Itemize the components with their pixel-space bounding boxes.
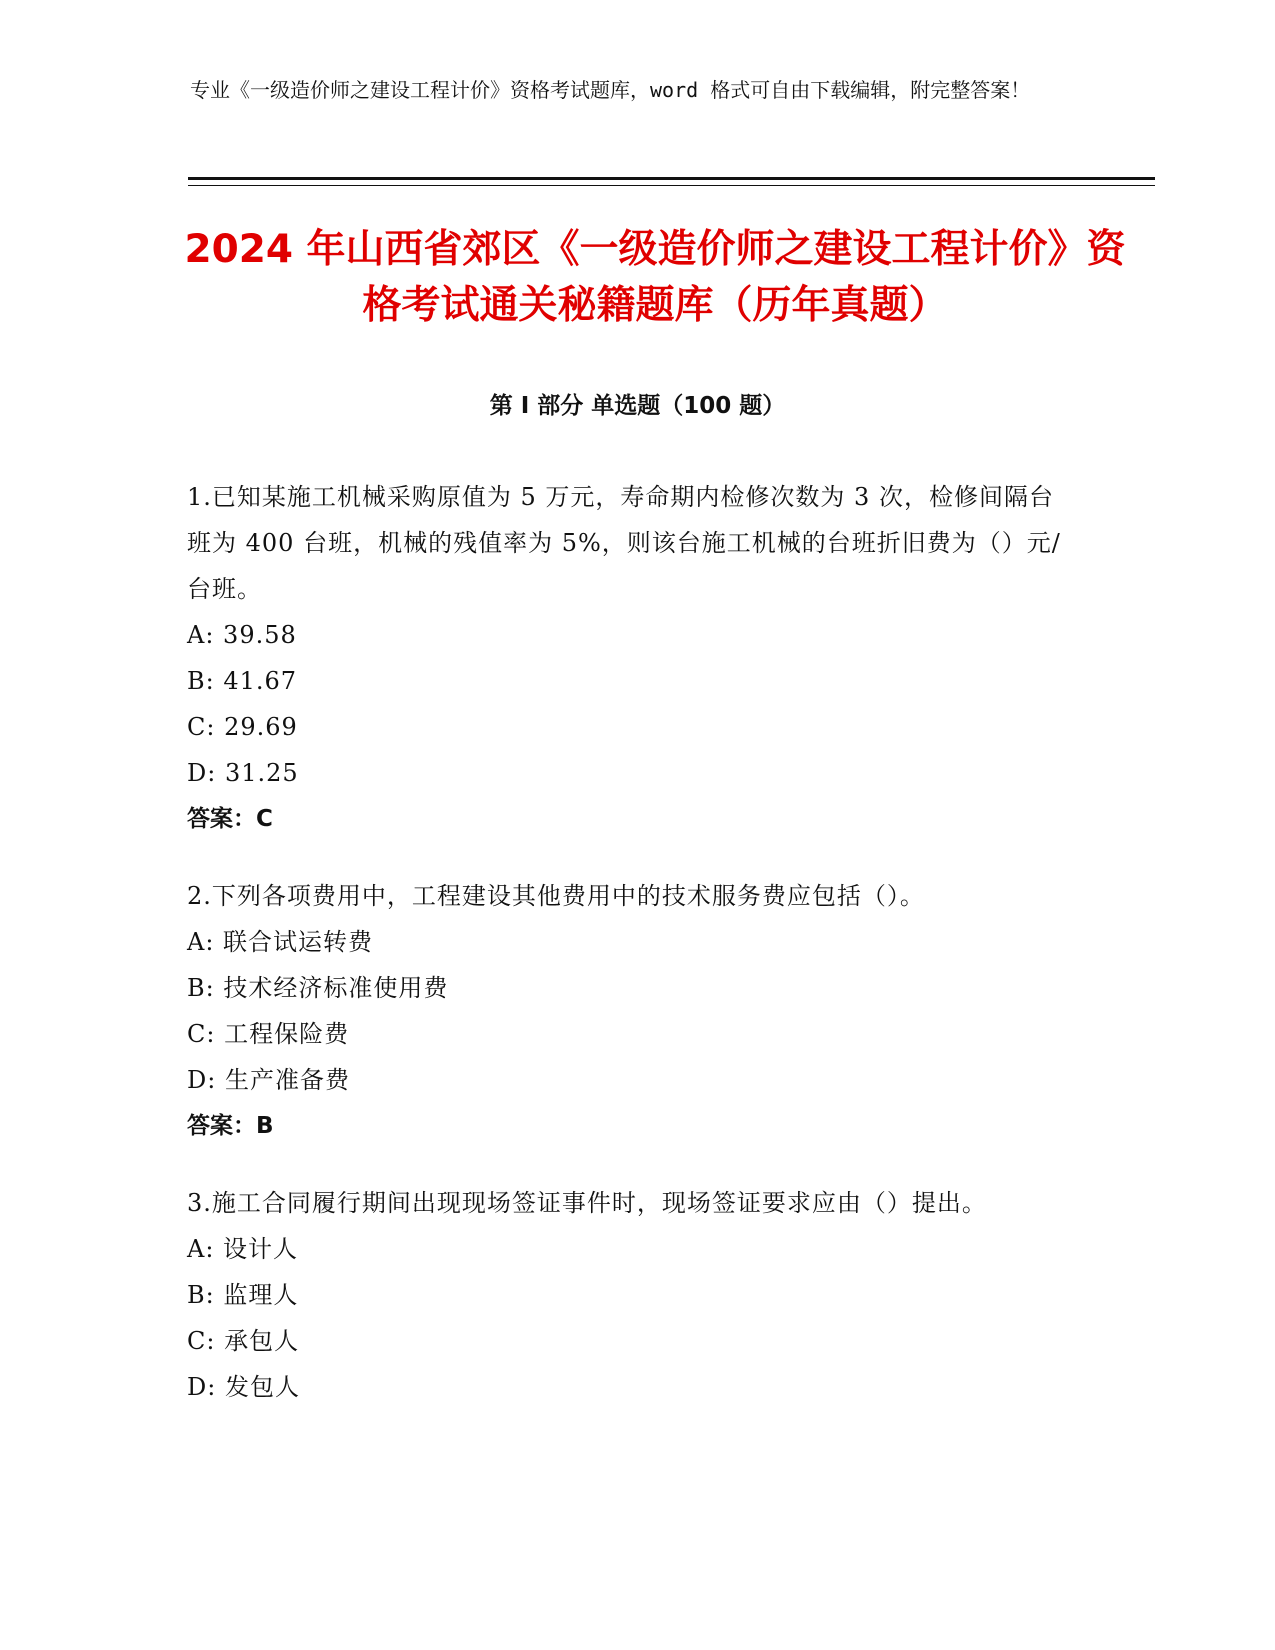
question-text: 2.下列各项费用中，工程建设其他费用中的技术服务费应包括（）。 [187, 882, 925, 910]
option-b: B: 41.67 [187, 667, 298, 695]
option-c: C: 承包人 [187, 1327, 300, 1355]
question-text: 3.施工合同履行期间出现现场签证事件时，现场签证要求应由（）提出。 [187, 1189, 987, 1217]
answer: 答案：C [187, 806, 273, 832]
header-rule-thick [188, 177, 1155, 180]
question-3 [187, 1180, 1067, 1410]
question-list [187, 474, 1067, 1441]
option-d: D: 31.25 [187, 759, 299, 787]
header-note: 专业《一级造价师之建设工程计价》资格考试题库，word 格式可自由下载编辑，附完整答案！ [190, 78, 1031, 102]
option-d: D: 发包人 [187, 1373, 300, 1401]
option-a: A: 联合试运转费 [187, 928, 374, 956]
option-c: C: 工程保险费 [187, 1020, 350, 1048]
option-b: B: 技术经济标准使用费 [187, 974, 449, 1002]
answer: 答案：B [187, 1113, 274, 1139]
header-rule-thin [188, 185, 1155, 186]
option-a: A: 设计人 [187, 1235, 299, 1263]
question-1 [187, 474, 1067, 842]
question-2 [187, 873, 1067, 1149]
option-c: C: 29.69 [187, 713, 298, 741]
document-title: 2024 年山西省郊区《一级造价师之建设工程计价》资格考试通关秘籍题库（历年真题） [184, 227, 1126, 328]
section-title: 第 I 部分 单选题（100 题） [489, 393, 786, 419]
question-text: 1.已知某施工机械采购原值为 5 万元，寿命期内检修次数为 3 次，检修间隔台班为 400 台班，机械的残值率为 5%，则该台施工机械的台班折旧费为（）元/台班。 [187, 483, 1061, 603]
option-d: D: 生产准备费 [187, 1066, 350, 1094]
option-a: A: 39.58 [187, 621, 297, 649]
option-b: B: 监理人 [187, 1281, 299, 1309]
